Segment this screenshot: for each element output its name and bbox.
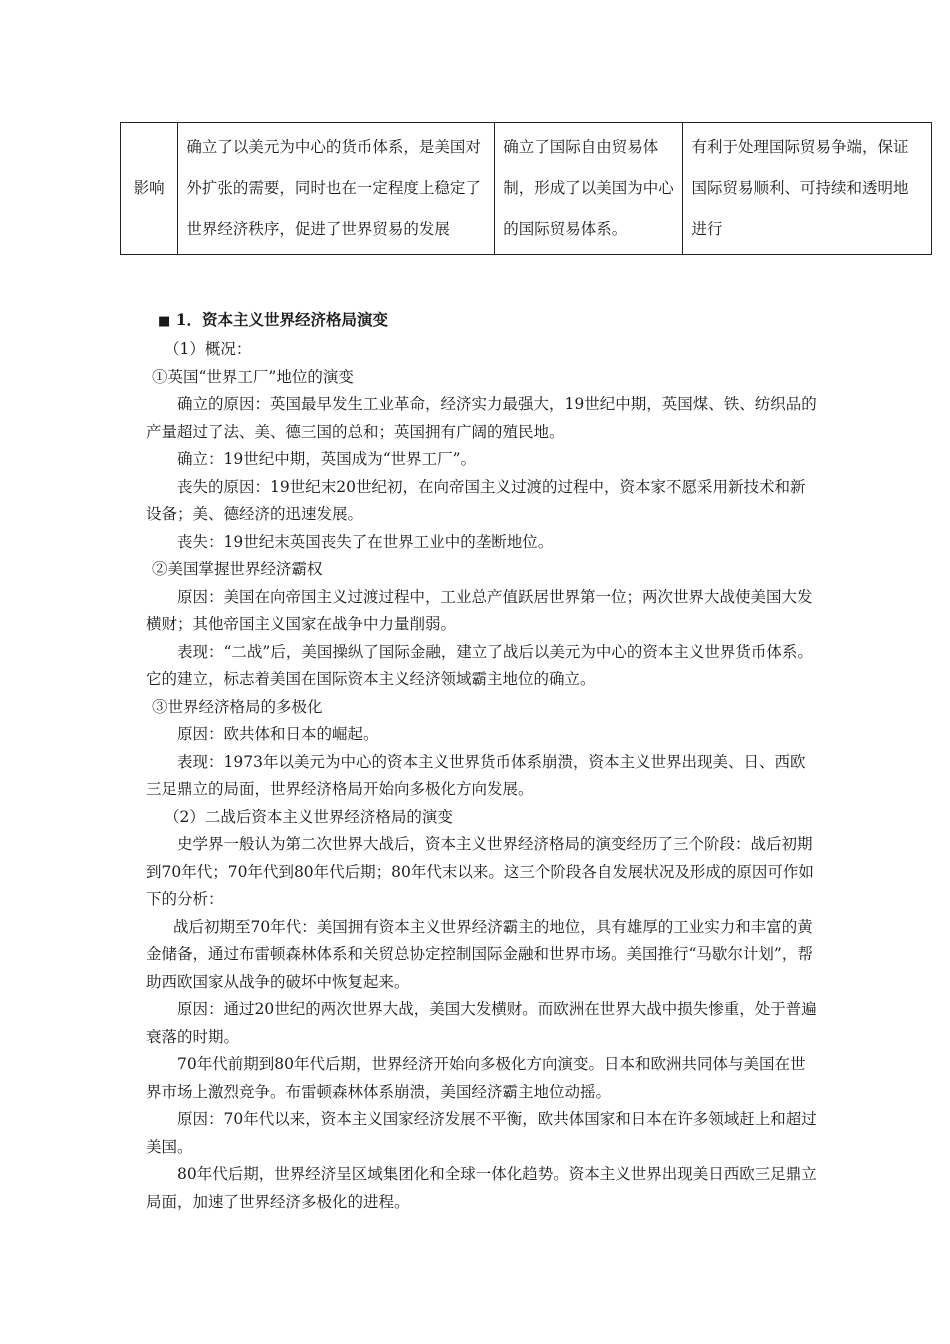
paragraph: 确立：19世纪中期，英国成为“世界工厂”。 — [177, 450, 477, 468]
row-label: 影响 — [121, 123, 178, 255]
paragraph: 80年代后期，世界经济呈区域集团化和全球一体化趋势。资本主义世界出现美日西欧三足鼎立局面，加速了世界经济多极化的进程。 — [146, 1165, 817, 1211]
paragraph: 原因：美国在向帝国主义过渡过程中，工业总产值跃居世界第一位；两次世界大战使美国大发横财；其他帝国主义国家在战争中力量削弱。 — [146, 587, 813, 633]
table-cell: 确立了以美元为中心的货币体系，是美国对外扩张的需要，同时也在一定程度上稳定了世界经济秩序，促进了世界贸易的发展 — [178, 123, 495, 255]
table-cell: 确立了国际自由贸易体制，形成了以美国为中心的国际贸易体系。 — [495, 123, 683, 255]
part1-title: ①英国“世界工厂”地位的演变 — [152, 367, 354, 386]
part2-title: ②美国掌握世界经济霸权 — [152, 560, 323, 578]
table-row — [121, 123, 932, 255]
paragraph: 原因：欧共体和日本的崛起。 — [177, 725, 379, 743]
paragraph: 原因：70年代以来，资本主义国家经济发展不平衡，欧共体国家和日本在许多领域赶上和超过美国。 — [146, 1110, 817, 1156]
impact-table-grid — [120, 122, 932, 255]
subheading-postwar: （2）二战后资本主义世界经济格局的演变 — [164, 807, 453, 826]
paragraph: 原因：通过20世纪的两次世界大战，美国大发横财。而欧洲在世界大战中损失惨重，处于普遍衰落的时期。 — [146, 1000, 817, 1046]
section-heading — [158, 306, 818, 336]
document-body — [146, 306, 818, 1216]
paragraph: 丧失：19世纪末英国丧失了在世界工业中的垄断地位。 — [177, 532, 554, 551]
paragraph: 战后初期至70年代：美国拥有资本主义世界经济霸主的地位，具有雄厚的工业实力和丰富的黄金储备，通过布雷顿森林体系和关贸总协定控制国际金融和世界市场。美国推行“马歇尔计划”，帮助西欧国家从战争的破坏中恢复起来。 — [146, 917, 813, 991]
table-cell: 有利于处理国际贸易争端，保证国际贸易顺利、可持续和透明地进行 — [683, 123, 932, 255]
paragraph: 丧失的原因：19世纪末20世纪初，在向帝国主义过渡的过程中，资本家不愿采用新技术和新设备；美、德经济的迅速发展。 — [146, 477, 806, 523]
paragraph: 表现：1973年以美元为中心的资本主义世界货币体系崩溃，资本主义世界出现美、日、西欧三足鼎立的局面，世界经济格局开始向多极化方向发展。 — [146, 752, 806, 798]
impact-table — [120, 122, 932, 255]
paragraph: 70年代前期到80年代后期，世界经济开始向多极化方向演变。日本和欧洲共同体与美国在世界市场上激烈竞争。布雷顿森林体系崩溃，美国经济霸主地位动摇。 — [146, 1055, 806, 1101]
paragraph: 确立的原因：英国最早发生工业革命，经济实力最强大，19世纪中期，英国煤、铁、纺织品的产量超过了法、美、德三国的总和；英国拥有广阔的殖民地。 — [146, 395, 817, 441]
subheading-overview: （1）概况： — [164, 340, 252, 358]
paragraph: 表现：“二战”后，美国操纵了国际金融，建立了战后以美元为中心的资本主义世界货币体系。它的建立，标志着美国在国际资本主义经济领域霸主地位的确立。 — [146, 642, 813, 688]
square-bullet-icon: ■ — [158, 314, 171, 329]
paragraph: 史学界一般认为第二次世界大战后，资本主义世界经济格局的演变经历了三个阶段：战后初期到70年代；70年代到80年代后期；80年代末以来。这三个阶段各自发展状况及形成的原因可作如下的分析： — [146, 835, 814, 908]
section-title: 1．资本主义世界经济格局演变 — [175, 310, 388, 329]
part3-title: ③世界经济格局的多极化 — [152, 697, 323, 716]
